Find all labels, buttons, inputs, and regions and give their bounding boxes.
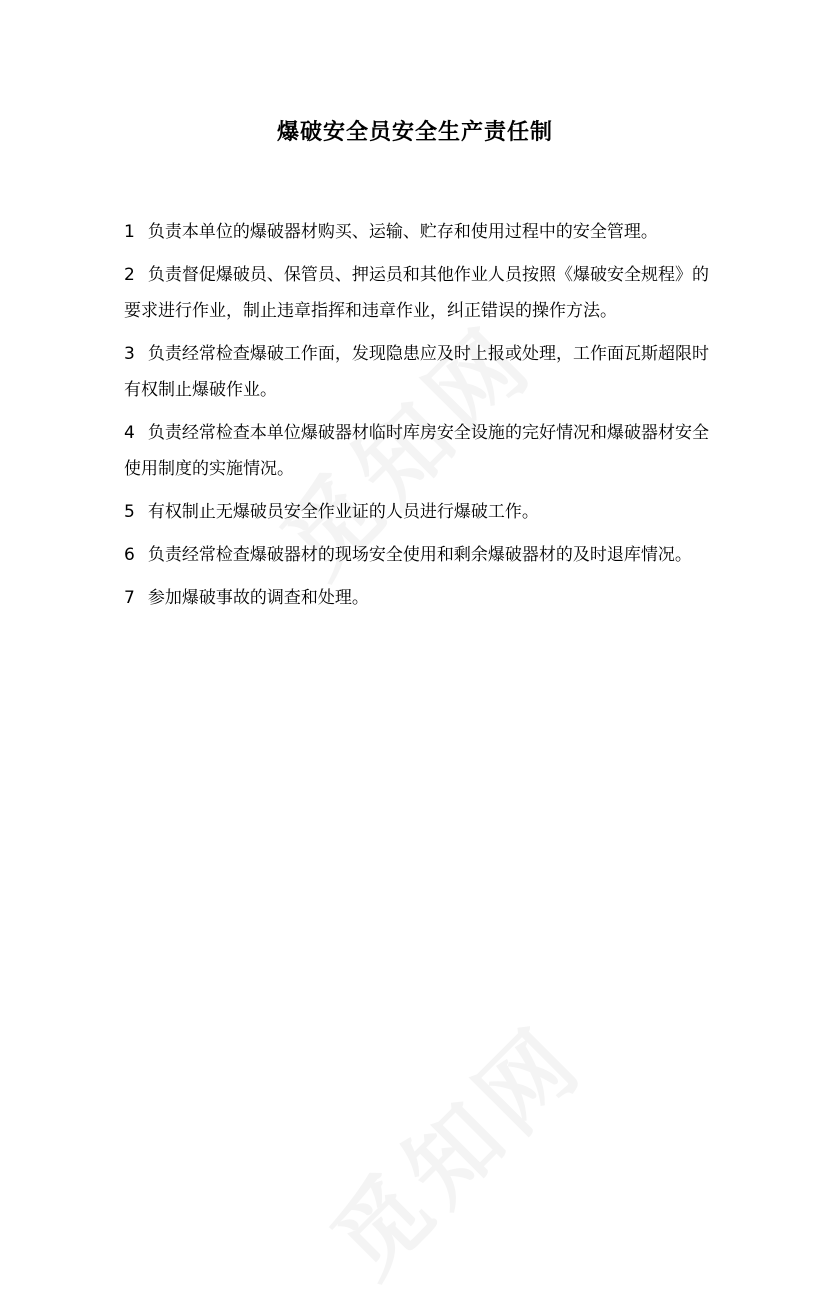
document-title: 爆破安全员安全生产责任制: [276, 120, 553, 145]
watermark-bottom: [298, 991, 608, 1301]
item-number: 1: [124, 222, 135, 242]
item-text: 有权制止无爆破员安全作业证的人员进行爆破工作。: [147, 502, 539, 522]
item-text: 负责经常检查爆破器材的现场安全使用和剩余爆破器材的及时退库情况。: [147, 545, 692, 565]
item-text: 负责督促爆破员、保管员、押运员和其他作业人员按照《爆破安全规程》的要求进行作业，制止违章指挥和违章作业，纠正错误的操作方法。: [124, 265, 709, 321]
item-text: 负责本单位的爆破器材购买、运输、贮存和使用过程中的安全管理。: [147, 222, 658, 242]
list-item-1: [124, 214, 709, 250]
item-number: 3: [124, 344, 135, 364]
item-number: 7: [124, 588, 135, 608]
item-number: 4: [124, 423, 135, 443]
list-item-2: [124, 257, 709, 329]
list-item-5: [124, 494, 709, 530]
list-item-6: [124, 537, 709, 573]
list-item-7: [124, 580, 709, 616]
list-item-3: [124, 336, 709, 408]
item-number: 2: [124, 265, 135, 285]
item-text: 负责经常检查爆破工作面，发现隐患应及时上报或处理，工作面瓦斯超限时有权制止爆破作业。: [124, 344, 709, 400]
list-item-4: [124, 415, 709, 487]
item-number: 5: [124, 502, 135, 522]
item-text: 参加爆破事故的调查和处理。: [147, 588, 369, 608]
item-number: 6: [124, 545, 135, 565]
item-text: 负责经常检查本单位爆破器材临时库房安全设施的完好情况和爆破器材安全使用制度的实施情况。: [124, 423, 709, 479]
document-body: [124, 214, 709, 623]
